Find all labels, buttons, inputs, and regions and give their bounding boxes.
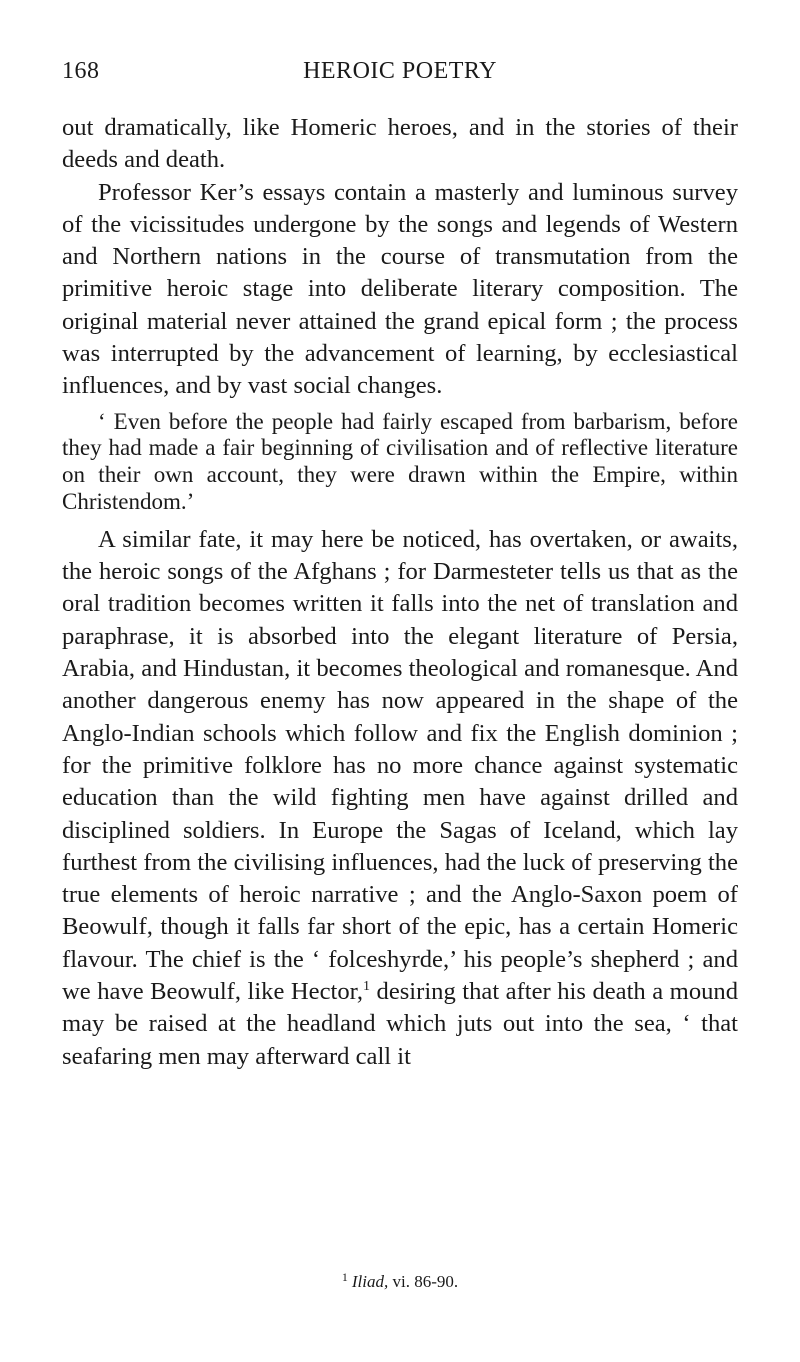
body-text: [62, 112, 738, 1073]
paragraph-ker-essays: Professor Ker’s essays contain a masterly and luminous survey of the vicissitudes undergone by the songs and legends of Western and Northern nations in the course of transmutation from the primitive heroic stage into deliberate literary composition. The original material never attained the grand epical form ; the process was interrupted by the advancement of learning, by ecclesiastical influences, and by vast social changes.: [62, 178, 738, 400]
page-header: [62, 58, 738, 94]
paragraph-continued: out dramatically, like Homeric heroes, and in the stories of their deeds and death.: [62, 114, 738, 174]
paragraph-afghans-text: A similar fate, it may here be noticed, has overtaken, or awaits, the heroic songs of the Afghans ; for Darmesteter tells us that as the oral tradition becomes written it falls into the net of translation and paraphrase, it is absorbed into the elegant literature of Persia, Arabia, and Hindustan, it becomes theological and romanesque. And another dangerous enemy has now appeared in the shape of the Anglo-Indian schools which follow and fix the English dominion ; for the primitive folklore has no more chance against systematic education than the wild fighting men have against drilled and disciplined soldiers. In Europe the Sagas of Iceland, which lay furthest from the civilising influences, had the luck of preserving the true elements of heroic narrative ; and the Anglo-Saxon poem of Beowulf, though it falls far short of the epic, has a certain Homeric flavour. The chief is the ‘ folceshyrde,’ his people’s shepherd ; and we have Beowulf, like Hector,: [62, 525, 738, 1006]
footnote-reference: 1: [363, 979, 370, 995]
page-number: 168: [62, 58, 100, 84]
paragraph-afghans: [62, 524, 738, 1073]
block-quote: ‘ Even before the people had fairly escaped from barbarism, before they had made a fair beginning of civilisation and of reflective literature on their own account, they were drawn within the Empire, within Christendom.’: [62, 408, 738, 515]
running-title: HEROIC POETRY: [303, 58, 497, 84]
footnote-work: Iliad,: [351, 1272, 389, 1291]
paragraph-afghans-text-end: desiring that after his death a mound may be raised at the headland which juts out into the sea, ‘ that seafaring men may afterward call it: [62, 978, 739, 1070]
footnote-ref: vi. 86-90.: [388, 1272, 459, 1291]
footnote-mark: 1: [341, 1270, 348, 1284]
footnote: [62, 1270, 738, 1292]
